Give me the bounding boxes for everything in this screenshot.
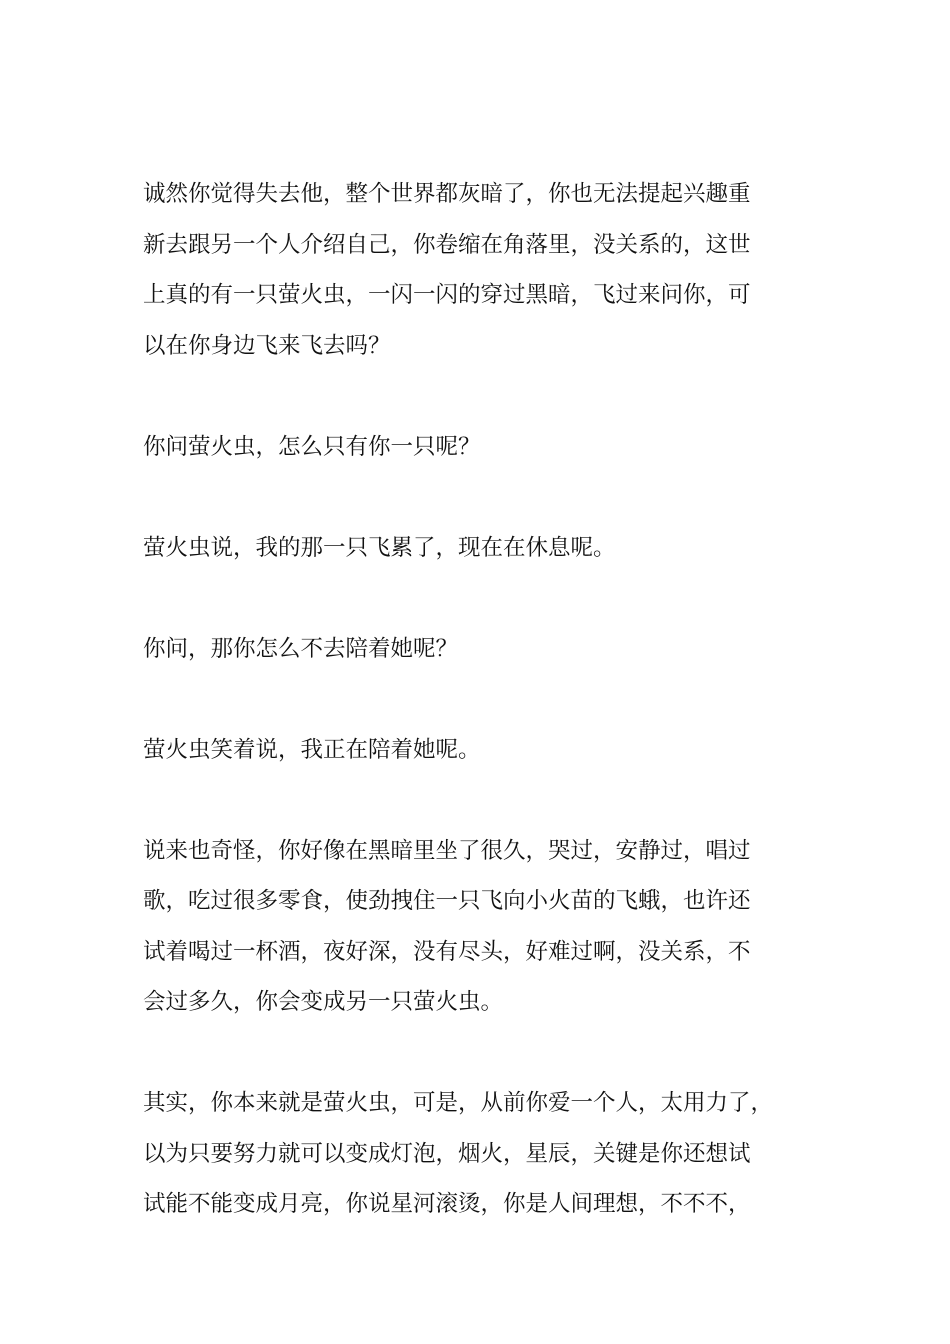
paragraph-7 [143, 1078, 813, 1230]
text-line: 说来也奇怪，你好像在黑暗里坐了很久，哭过，安静过，唱过 [143, 837, 751, 864]
body-text [143, 169, 813, 1280]
text-line: 会过多久，你会变成另一只萤火虫。 [143, 989, 504, 1015]
text-line: 以为只要努力就可以变成灯泡，烟火，星辰，关键是你还想试 [143, 1140, 751, 1167]
text-line: 以在你身边飞来飞去吗？ [143, 332, 391, 359]
text-line: 试着喝过一杯酒，夜好深，没有尽头，好难过啊，没关系，不 [143, 938, 751, 965]
text-line: 试能不能变成月亮，你说星河滚烫，你是人间理想，不不不， [143, 1191, 751, 1217]
text-line: 歌，吃过很多零食，使劲拽住一只飞向小火苗的飞蛾，也许还 [143, 888, 751, 914]
text-line: 其实，你本来就是萤火虫，可是，从前你爱一个人，太用力了， [143, 1090, 774, 1116]
text-line: 萤火虫说，我的那一只飞累了，现在在休息呢。 [143, 534, 616, 561]
text-line: 诚然你觉得失去他，整个世界都灰暗了，你也无法提起兴趣重 [143, 181, 751, 207]
text-line: 上真的有一只萤火虫，一闪一闪的穿过黑暗，飞过来问你，可 [143, 282, 751, 308]
paragraph-2 [143, 422, 813, 473]
text-line: 你问萤火虫，怎么只有你一只呢？ [143, 433, 481, 460]
paragraph-6 [143, 826, 813, 1028]
paragraph-4 [143, 624, 813, 675]
text-line: 萤火虫笑着说，我正在陪着她呢。 [143, 736, 481, 763]
paragraph-5 [143, 725, 813, 776]
paragraph-3 [143, 523, 813, 574]
paragraph-1 [143, 169, 813, 371]
text-line: 你问，那你怎么不去陪着她呢？ [143, 635, 459, 662]
text-line: 新去跟另一个人介绍自己，你卷缩在角落里，没关系的，这世 [143, 231, 751, 258]
